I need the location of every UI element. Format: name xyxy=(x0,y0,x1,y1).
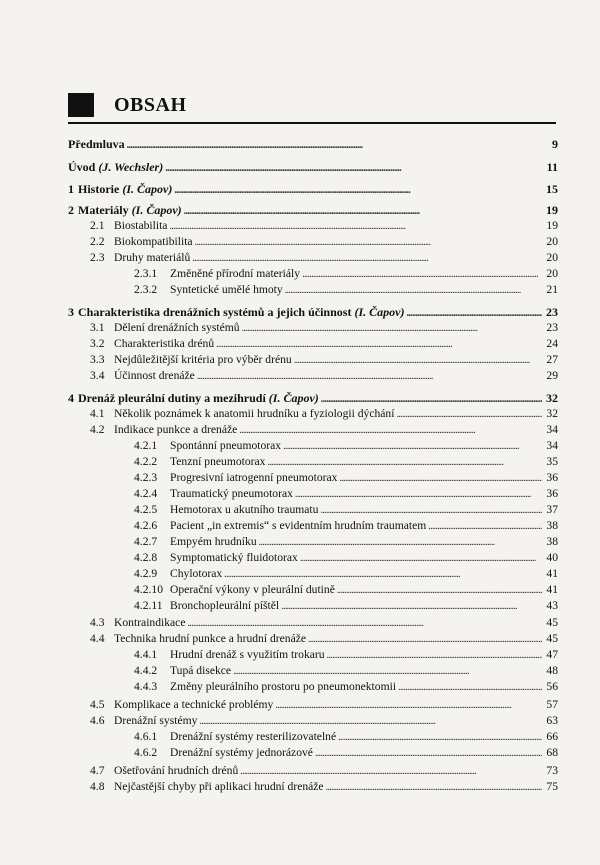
toc-entry-page-number: 34 xyxy=(546,439,558,452)
toc-entry-title xyxy=(68,136,125,152)
toc-entry xyxy=(68,438,558,454)
toc-entry xyxy=(68,502,558,518)
toc-entry xyxy=(68,566,558,582)
toc-entry-title xyxy=(78,202,182,218)
dot-leader xyxy=(216,336,542,353)
toc-entry-title-text: Dělení drenážních systémů xyxy=(114,321,240,334)
toc-entry-title xyxy=(170,598,279,614)
toc-entry-title-text: Nejčastější chyby při aplikaci hrudní drenáže xyxy=(114,780,324,793)
toc-entry-title-text: Kontraindikace xyxy=(114,616,186,629)
toc-entry-page-number: 41 xyxy=(546,567,558,580)
toc-entry-page-number: 32 xyxy=(546,407,558,420)
toc-entry-title-text: Drenážní systémy xyxy=(114,714,198,727)
toc-entry-number: 4.2.1 xyxy=(134,439,158,452)
toc-entry-number: 4.2.7 xyxy=(134,535,158,548)
toc-entry-title xyxy=(114,406,394,422)
toc-entry-title-text: Tenzní pneumotorax xyxy=(170,455,266,468)
heading-block-marker xyxy=(68,93,94,117)
toc-entry-title xyxy=(170,486,293,502)
toc-entry-title xyxy=(170,282,283,298)
toc-entry-title xyxy=(170,729,336,745)
toc-entry-page-number: 56 xyxy=(546,680,558,693)
toc-entry-number: 4.2.6 xyxy=(134,519,158,532)
toc-entry-title-text: Hemotorax u akutního traumatu xyxy=(170,503,319,516)
toc-entry-author: (J. Wechsler) xyxy=(98,160,164,174)
dot-leader xyxy=(195,234,542,251)
toc-entry-page-number: 35 xyxy=(546,455,558,468)
toc-entry-page-number: 29 xyxy=(546,369,558,382)
toc-entry-title-text: Změněné přírodní materiály xyxy=(170,267,301,280)
dot-leader xyxy=(285,282,542,299)
heading-rule xyxy=(68,122,556,124)
toc-entry-page-number: 20 xyxy=(546,267,558,280)
toc-entry-page-number: 75 xyxy=(546,780,558,793)
toc-entry-title xyxy=(170,647,325,663)
toc-entry xyxy=(68,598,558,614)
toc-entry-number: 2.3 xyxy=(90,251,105,264)
dot-leader xyxy=(275,697,542,714)
toc-entry-title-text: Drenáž pleurální dutiny a mezihrudí xyxy=(78,391,266,405)
dot-leader xyxy=(315,745,542,762)
toc-entry xyxy=(68,159,558,175)
toc-entry-page-number: 11 xyxy=(546,160,558,174)
dot-leader xyxy=(294,352,542,369)
toc-entry-page-number: 20 xyxy=(546,235,558,248)
toc-entry-page-number: 41 xyxy=(546,583,558,596)
toc-entry-page-number: 38 xyxy=(546,519,558,532)
toc-entry-page-number: 45 xyxy=(546,616,558,629)
toc-entry xyxy=(68,250,558,266)
toc-entry xyxy=(68,679,558,695)
toc-entry xyxy=(68,615,558,631)
dot-leader xyxy=(281,598,542,615)
toc-entry-title-text: Nejdůležitější kritéria pro výběr drénu xyxy=(114,353,292,366)
dot-leader xyxy=(199,713,542,730)
toc-entry-page-number: 27 xyxy=(546,353,558,366)
toc-entry-title xyxy=(114,320,240,336)
toc-entry-title xyxy=(114,713,197,729)
toc-entry-title xyxy=(114,218,167,234)
toc-entry-page-number: 36 xyxy=(546,471,558,484)
toc-entry-number: 3.4 xyxy=(90,369,105,382)
toc-entry-title xyxy=(114,368,195,384)
toc-entry-number: 4.2.3 xyxy=(134,471,158,484)
toc-entry-title xyxy=(170,566,222,582)
toc-entry-title xyxy=(170,679,396,695)
toc-entry-title-text: Úvod xyxy=(68,160,96,174)
dot-leader xyxy=(267,454,542,471)
toc-entry xyxy=(68,745,558,761)
toc-entry-title-text: Indikace punkce a drenáže xyxy=(114,423,238,436)
toc-entry xyxy=(68,218,558,234)
dot-leader xyxy=(320,502,542,519)
dot-leader xyxy=(428,518,542,535)
toc-entry-title xyxy=(114,631,306,647)
toc-entry-title-text: Empyém hrudníku xyxy=(170,535,257,548)
toc-entry-number: 2.3.1 xyxy=(134,267,158,280)
dot-leader xyxy=(398,679,542,696)
dot-leader xyxy=(300,550,542,567)
toc-entry xyxy=(68,518,558,534)
toc-entry-number: 4.4.1 xyxy=(134,648,158,661)
dot-leader xyxy=(302,266,542,283)
toc-entry-title xyxy=(170,454,265,470)
toc-entry xyxy=(68,470,558,486)
toc-entry xyxy=(68,729,558,745)
toc-entry-title xyxy=(114,352,292,368)
toc-entry-number: 4.6.2 xyxy=(134,746,158,759)
toc-entry-title-text: Předmluva xyxy=(68,137,125,151)
toc-entry-title xyxy=(114,422,237,438)
toc-entry xyxy=(68,697,558,713)
toc-entry-page-number: 45 xyxy=(546,632,558,645)
dot-leader xyxy=(308,631,542,648)
toc-entry-number: 4.3 xyxy=(90,616,105,629)
toc-entry xyxy=(68,406,558,422)
toc-entry-author: (I. Čapov) xyxy=(131,203,182,217)
toc-entry-number: 2.1 xyxy=(90,219,105,232)
toc-entry-title xyxy=(170,663,231,679)
toc-entry xyxy=(68,550,558,566)
toc-entry-page-number: 40 xyxy=(546,551,558,564)
dot-leader xyxy=(396,406,542,423)
toc-entry-page-number: 57 xyxy=(546,698,558,711)
toc-entry xyxy=(68,352,558,368)
toc-entry-author: (I. Čapov) xyxy=(268,391,319,405)
toc-entry-title xyxy=(114,763,238,779)
toc-entry-title xyxy=(114,250,190,266)
toc-entry-number: 4.2.9 xyxy=(134,567,158,580)
toc-entry xyxy=(68,336,558,352)
dot-leader xyxy=(127,136,542,154)
toc-entry xyxy=(68,422,558,438)
toc-entry-title-text: Operační výkony v pleurální dutině xyxy=(170,583,335,596)
toc-entry-title-text: Syntetické umělé hmoty xyxy=(170,283,283,296)
toc-entry-number: 3 xyxy=(68,305,74,319)
toc-entry xyxy=(68,368,558,384)
toc-entry-title-text: Hrudní drenáž s využitím trokaru xyxy=(170,648,325,661)
toc-entry-title-text: Symptomatický fluidotorax xyxy=(170,551,298,564)
toc-entry-page-number: 32 xyxy=(546,391,558,405)
toc-entry-number: 3.1 xyxy=(90,321,105,334)
toc-entry-page-number: 21 xyxy=(546,283,558,296)
toc-entry-page-number: 68 xyxy=(546,746,558,759)
toc-entry-page-number: 48 xyxy=(546,664,558,677)
toc-entry-number: 4.4.3 xyxy=(134,680,158,693)
toc-entry-number: 4.2.11 xyxy=(134,599,163,612)
toc-entry-title xyxy=(170,582,335,598)
toc-entry-title xyxy=(170,470,337,486)
toc-entry xyxy=(68,136,558,152)
toc-entry-number: 4.6.1 xyxy=(134,730,158,743)
toc-heading xyxy=(68,92,187,118)
toc-entry-title xyxy=(114,615,185,631)
toc-entry-page-number: 20 xyxy=(546,251,558,264)
toc-entry-title xyxy=(114,336,214,352)
toc-entry xyxy=(68,304,558,320)
toc-heading-text: OBSAH xyxy=(114,93,187,116)
toc-entry-title-text: Chylotorax xyxy=(170,567,223,580)
toc-entry-title-text: Komplikace a technické problémy xyxy=(114,698,274,711)
dot-leader xyxy=(326,779,542,796)
toc-entry-title-text: Spontánní pneumotorax xyxy=(170,439,282,452)
toc-entry-title-text: Historie xyxy=(78,182,120,196)
toc-entry-page-number: 66 xyxy=(546,730,558,743)
dot-leader xyxy=(337,582,542,599)
toc-entry-page-number: 63 xyxy=(546,714,558,727)
dot-leader xyxy=(338,729,542,746)
dot-leader xyxy=(240,763,542,780)
toc-entry-number: 3.3 xyxy=(90,353,105,366)
toc-entry-number: 4.2 xyxy=(90,423,105,436)
dot-leader xyxy=(327,647,542,664)
toc-entry-number: 1 xyxy=(68,182,74,196)
toc-entry-title-text: Charakteristika drenážních systémů a jejich účinnost xyxy=(78,305,352,319)
toc-entry-number: 4.6 xyxy=(90,714,105,727)
toc-entry-title xyxy=(170,745,313,761)
dot-leader xyxy=(165,159,542,177)
toc-entry-number: 4.4 xyxy=(90,632,105,645)
toc-entry xyxy=(68,486,558,502)
toc-entry-title-text: Biostabilita xyxy=(114,219,168,232)
toc-entry-number: 2.2 xyxy=(90,235,105,248)
toc-entry xyxy=(68,663,558,679)
toc-entry-page-number: 43 xyxy=(546,599,558,612)
toc-entry-page-number: 36 xyxy=(546,487,558,500)
toc-entry xyxy=(68,320,558,336)
toc-entry xyxy=(68,631,558,647)
toc-entry-title xyxy=(114,779,324,795)
toc-entry-title xyxy=(68,159,163,175)
dot-leader xyxy=(283,438,542,455)
toc-entry-number: 4.2.2 xyxy=(134,455,158,468)
toc-entry xyxy=(68,234,558,250)
toc-entry-title-text: Drenážní systémy resterilizovatelné xyxy=(170,730,337,743)
toc-entry-title-text: Tupá disekce xyxy=(170,664,232,677)
toc-entry-title xyxy=(114,234,193,250)
toc-entry-title-text: Bronchopleurální píštěl xyxy=(170,599,280,612)
toc-entry xyxy=(68,779,558,795)
toc-entry-title-text: Materiály xyxy=(78,203,129,217)
toc-entry-title-text: Biokompatibilita xyxy=(114,235,193,248)
dot-leader xyxy=(242,320,542,337)
dot-leader xyxy=(259,534,542,551)
toc-entry-number: 2.3.2 xyxy=(134,283,158,296)
toc-entry xyxy=(68,390,558,406)
toc-entry-title-text: Pacient „in extremis“ s evidentním hrudním traumatem xyxy=(170,519,427,532)
toc-entry-number: 4.2.4 xyxy=(134,487,158,500)
toc-entry-title xyxy=(170,438,281,454)
toc-entry-title-text: Druhy materiálů xyxy=(114,251,191,264)
dot-leader xyxy=(233,663,542,680)
toc-entry-page-number: 15 xyxy=(546,182,558,196)
toc-entry-number: 4.2.8 xyxy=(134,551,158,564)
toc-entry-title-text: Ošetřování hrudních drénů xyxy=(114,764,239,777)
toc-entry-page-number: 38 xyxy=(546,535,558,548)
toc-entry xyxy=(68,647,558,663)
dot-leader xyxy=(339,470,542,487)
toc-entry-page-number: 19 xyxy=(546,219,558,232)
toc-entry-title-text: Účinnost drenáže xyxy=(114,369,195,382)
dot-leader xyxy=(174,181,542,199)
toc-entry xyxy=(68,763,558,779)
toc-entry-number: 4.8 xyxy=(90,780,105,793)
toc-entry xyxy=(68,202,558,218)
toc-entry-title xyxy=(170,266,300,282)
toc-entry xyxy=(68,282,558,298)
toc-entry-number: 4.1 xyxy=(90,407,105,420)
dot-leader xyxy=(239,422,542,439)
toc-entry-page-number: 34 xyxy=(546,423,558,436)
toc-entry-title xyxy=(170,502,318,518)
dot-leader xyxy=(169,218,542,235)
toc-entry-title xyxy=(170,534,257,550)
toc-entry-title xyxy=(170,518,426,534)
toc-entry-title xyxy=(78,304,404,320)
toc-entry-title-text: Změny pleurálního prostoru po pneumonektomii xyxy=(170,680,397,693)
toc-entry-number: 4.2.10 xyxy=(134,583,163,596)
toc-entry-title-text: Progresivní iatrogenní pneumotorax xyxy=(170,471,338,484)
toc-entry-author: (I. Čapov) xyxy=(354,305,405,319)
toc-entry-title-text: Drenážní systémy jednorázové xyxy=(170,746,313,759)
toc-entry-title-text: Technika hrudní punkce a hrudní drenáže xyxy=(114,632,307,645)
toc-entry-number: 4.5 xyxy=(90,698,105,711)
dot-leader xyxy=(197,368,542,385)
toc-entry-number: 4 xyxy=(68,391,74,405)
toc-entry-page-number: 73 xyxy=(546,764,558,777)
dot-leader xyxy=(192,250,542,267)
toc-entry-title-text: Charakteristika drénů xyxy=(114,337,215,350)
toc-entry-number: 2 xyxy=(68,203,74,217)
toc-entry-number: 3.2 xyxy=(90,337,105,350)
toc-entry-page-number: 19 xyxy=(546,203,558,217)
toc-entry-author: (I. Čapov) xyxy=(122,182,173,196)
toc-entry-title-text: Traumatický pneumotorax xyxy=(170,487,293,500)
toc-entry-page-number: 24 xyxy=(546,337,558,350)
dot-leader xyxy=(224,566,542,583)
toc-entry-number: 4.2.5 xyxy=(134,503,158,516)
toc-entry xyxy=(68,266,558,282)
toc-entry-page-number: 37 xyxy=(546,503,558,516)
toc-entry-title-text: Několik poznámek k anatomii hrudníku a fyziologii dýchání xyxy=(114,407,395,420)
toc-entry xyxy=(68,582,558,598)
toc-entry xyxy=(68,181,558,197)
toc-entry-number: 4.7 xyxy=(90,764,105,777)
toc-entry-page-number: 23 xyxy=(546,321,558,334)
toc-entry-title xyxy=(78,181,172,197)
toc-entry-page-number: 47 xyxy=(546,648,558,661)
toc-entry-number: 4.4.2 xyxy=(134,664,158,677)
toc-entry-title xyxy=(78,390,319,406)
toc-entry-page-number: 9 xyxy=(552,137,558,151)
toc-entry-title xyxy=(114,697,273,713)
toc-entry-title xyxy=(170,550,298,566)
dot-leader xyxy=(295,486,542,503)
toc-entry xyxy=(68,454,558,470)
toc-entry xyxy=(68,713,558,729)
toc-entry-page-number: 23 xyxy=(546,305,558,319)
toc-entry xyxy=(68,534,558,550)
dot-leader xyxy=(187,615,542,632)
